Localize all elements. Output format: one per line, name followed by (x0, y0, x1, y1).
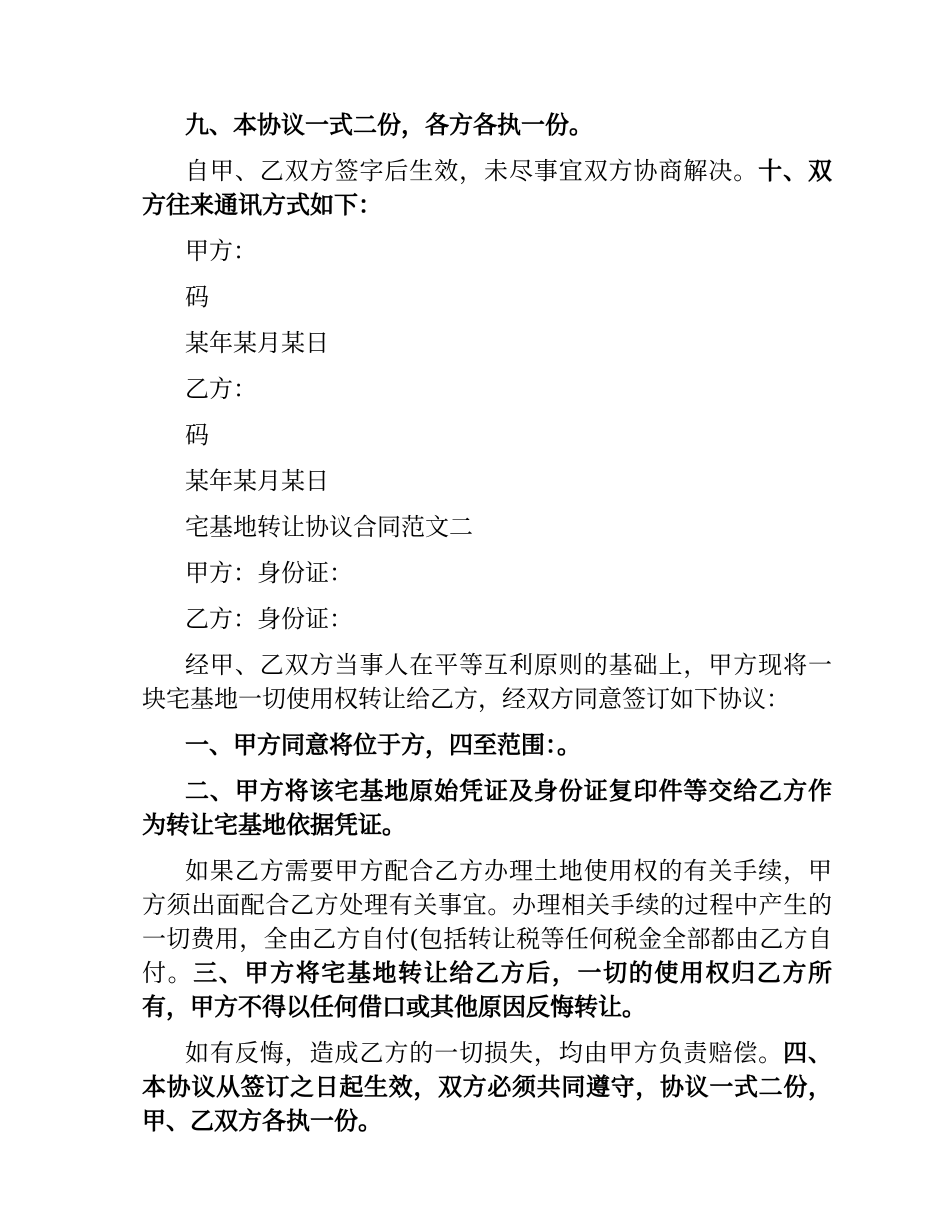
preamble (142, 648, 832, 716)
paragraph-text: 甲方： (185, 237, 257, 265)
paragraph-text: 宅基地转让协议合同范文二 (185, 513, 473, 541)
clause-text: 四、本协议从签订之日起生效，双方必须共同遵守，协议一式二份，甲、乙双方各执一份。 (142, 1038, 832, 1135)
paragraph-text: 某年某月某日 (185, 467, 329, 495)
effective-and-clause-ten (142, 154, 832, 222)
paragraph-text: 如果乙方需要甲方配合乙方办理土地使用权的有关手续，甲方须出面配合乙方处理有关事宜。办理相关手续的过程中产生的一切费用，全由乙方自付(包括转让税等任何税金全部都由乙方自付。 (142, 857, 832, 987)
party-a-id (142, 556, 832, 590)
party-b-code (142, 418, 832, 452)
paragraph-text: 某年某月某日 (185, 329, 329, 357)
compensation-and-clause-four (142, 1036, 832, 1138)
party-b-id (142, 602, 832, 636)
paragraph-text: 如有反悔，造成乙方的一切损失，均由甲方负责赔偿。 (185, 1039, 784, 1067)
paragraph-text: 经甲、乙双方当事人在平等互利原则的基础上，甲方现将一块宅基地一切使用权转让给乙方，经双方同意签订如下协议： (142, 651, 832, 713)
party-b-label (142, 372, 832, 406)
paragraph-text: 码 (185, 421, 209, 449)
clause-one (142, 728, 832, 762)
paragraph-text: 乙方： (185, 375, 257, 403)
party-a-date (142, 326, 832, 360)
party-a-label (142, 234, 832, 268)
document-title (142, 510, 832, 544)
clause-text: 二、甲方将该宅基地原始凭证及身份证复印件等交给乙方作为转让宅基地依据凭证。 (142, 776, 832, 839)
document-body (142, 108, 832, 1150)
paragraph-text: 自甲、乙双方签字后生效，未尽事宜双方协商解决。 (185, 157, 759, 185)
party-b-date (142, 464, 832, 498)
paragraph-text: 甲方：身份证： (185, 559, 353, 587)
procedures-and-clause-three (142, 854, 832, 1024)
clause-text: 九、本协议一式二份，各方各执一份。 (185, 110, 593, 139)
clause-two (142, 774, 832, 842)
paragraph-text: 乙方：身份证： (185, 605, 353, 633)
clause-text: 十、双方往来通讯方式如下： (142, 156, 833, 219)
party-a-code (142, 280, 832, 314)
clause-nine (142, 108, 832, 142)
clause-text: 一、甲方同意将位于方，四至范围：。 (185, 730, 581, 759)
clause-text: 三、甲方将宅基地转让给乙方后，一切的使用权归乙方所有，甲方不得以任何借口或其他原因反悔转让。 (142, 958, 833, 1021)
paragraph-text: 码 (185, 283, 209, 311)
